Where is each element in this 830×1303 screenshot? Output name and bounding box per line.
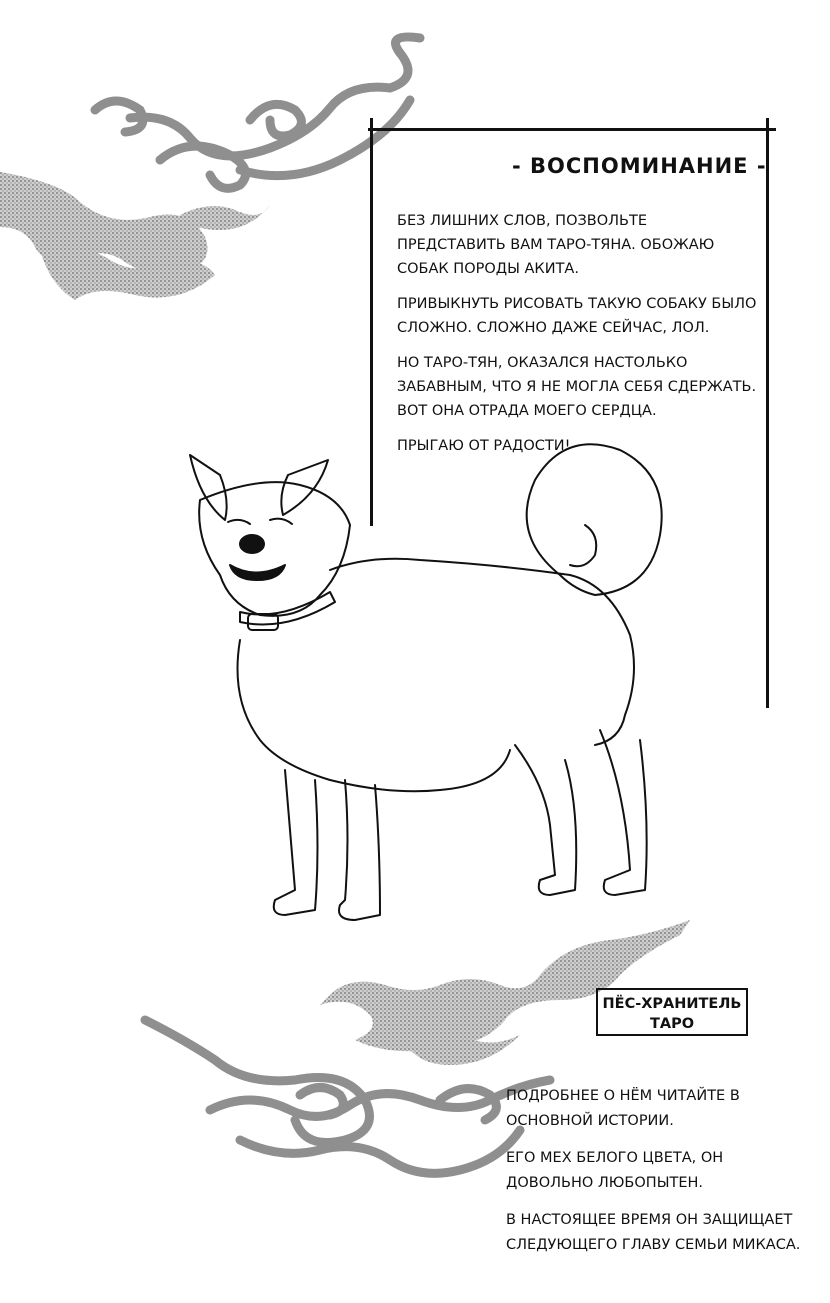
panel-top-border	[368, 128, 776, 131]
description-paragraph: ЕГО МЕХ БЕЛОГО ЦВЕТА, ОН ДОВОЛЬНО ЛЮБОПЫТЕН.	[506, 1150, 724, 1191]
character-title: ПЁС-ХРАНИТЕЛЬ	[602, 996, 742, 1012]
description-paragraph: В НАСТОЯЩЕЕ ВРЕМЯ ОН ЗАЩИЩАЕТ СЛЕДУЮЩЕГО ГЛАВУ СЕМЬИ МИКАСА.	[506, 1212, 801, 1253]
memory-paragraph: НО ТАРО-ТЯН, ОКАЗАЛСЯ НАСТОЛЬКО ЗАБАВНЫМ, ЧТО Я НЕ МОГЛА СЕБЯ СДЕРЖАТЬ. ВОТ ОНА ОТРАДА МОЕГО СЕРДЦА.	[397, 355, 757, 419]
panel-left-border	[370, 118, 373, 526]
dog-drawing	[190, 444, 662, 920]
memory-paragraph: БЕЗ ЛИШНИХ СЛОВ, ПОЗВОЛЬТЕ ПРЕДСТАВИТЬ ВАМ ТАРО-ТЯНА. ОБОЖАЮ СОБАК ПОРОДЫ АКИТА.	[397, 213, 715, 277]
memory-text	[397, 209, 757, 469]
memory-title: - ВОСПОМИНАНИЕ -	[512, 154, 767, 178]
panel-right-border	[766, 118, 769, 708]
character-name: ТАРО	[649, 1016, 695, 1032]
character-name-box	[596, 988, 748, 1036]
character-description	[506, 1084, 806, 1270]
description-paragraph: ПОДРОБНЕЕ О НЁМ ЧИТАЙТЕ В ОСНОВНОЙ ИСТОРИИ.	[506, 1088, 740, 1129]
memory-paragraph: ПРЫГАЮ ОТ РАДОСТИ!	[397, 438, 571, 454]
memory-paragraph: ПРИВЫКНУТЬ РИСОВАТЬ ТАКУЮ СОБАКУ БЫЛО СЛОЖНО. СЛОЖНО ДАЖЕ СЕЙЧАС, ЛОЛ.	[397, 296, 757, 336]
